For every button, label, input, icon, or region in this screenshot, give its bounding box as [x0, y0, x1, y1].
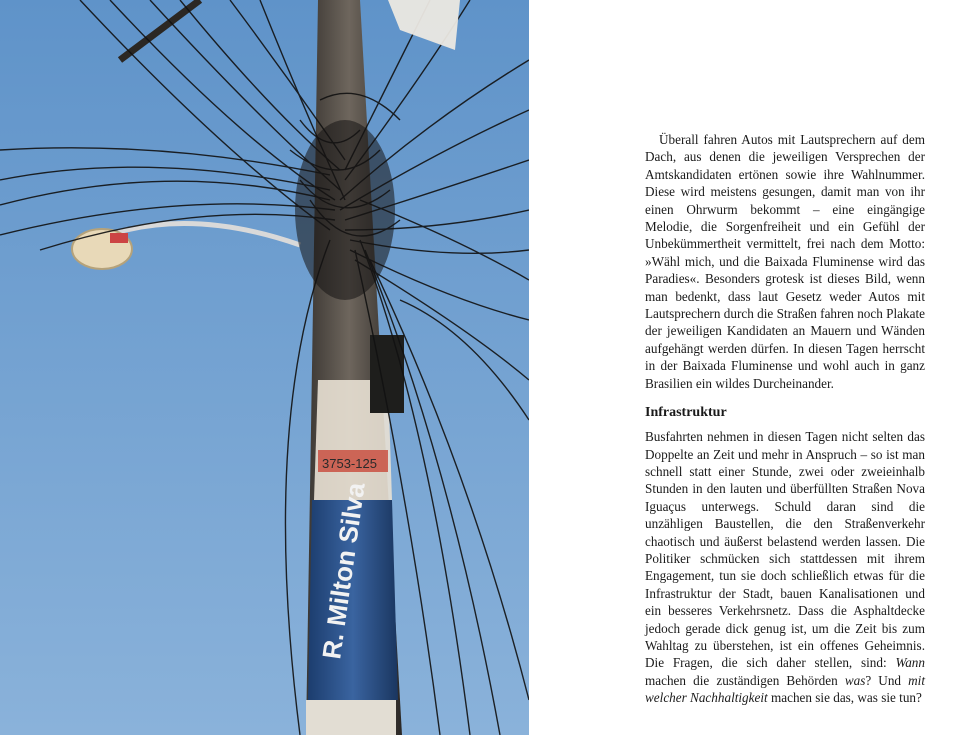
paragraph-text: machen sie das, was sie tun? [767, 690, 922, 706]
section-heading: Infrastruktur [645, 405, 727, 421]
text-page [529, 0, 980, 735]
pole-sticker-number: 3753-125 [322, 456, 377, 471]
article-paragraph-2 [645, 428, 925, 707]
paragraph-text: machen die zuständigen Behörden [645, 672, 845, 688]
emphasis-was: was [844, 672, 866, 688]
article-column [645, 131, 925, 707]
paragraph-text: Busfahrten nehmen in diesen Tagen nicht selten das Doppelte an Zeit und mehr in Anspruch – so ist man schnell statt einer Stunde, zwei oder zweieinhalb Stunden in den lauten und überfüllten Straßen Nova Iguaçus unterwegs. Schuld daran sind die unzähligen Baustellen, die den Straßenverkehr chaotisch und äußerst belastend werden lassen. Die Politiker schmücken sich stattdessen mit ihrem Engagement, tun sie doch schließlich etwas für die Infrastruktur der Stadt, bauen Kanalisationen und ein besseres Verkehrsnetz. Dass die Asphaltdecke jedoch gerade dick genug ist, um die Zeit bis zum Wahltag zu überstehen, ist ein offenes Geheimnis. Die Fragen, die sich daher stellen, sind: [645, 429, 925, 671]
emphasis-nachhaltigkeit: mit welcher Nachhaltigkeit [645, 672, 925, 706]
street-name-sign: R. Milton Silva [316, 480, 371, 661]
emphasis-wann: Wann [895, 655, 925, 671]
paragraph-text: ? Und [865, 672, 909, 688]
article-paragraph: Überall fahren Autos mit Lautsprechern auf dem Dach, aus denen die jeweiligen Versprechen der Amtskandidaten ertönen sowie ihre Wahlnummer. Diese wird meistens gesungen, damit man von ihr einen Ohrwurm bekommt – eine eingängige Melodie, die Sorgenfreiheit und ein Gefühl der Unbekümmertheit vermittelt, frei nach dem Motto: »Wähl mich, und die Baixada Fluminense wird das Paradies«. Besonders grotesk ist dieses Bild, wenn man bedenkt, dass laut Gesetz weder Autos mit Lautsprechern durch die Straßen fahren noch Plakate der jeweiligen Kandidaten an Mauern und Wänden aufgehängt werden dürfen. In diesen Tagen herrscht in der Baixada Fluminense und wohl auch in ganz Brasilien ein wildes Durcheinander. [645, 132, 925, 391]
